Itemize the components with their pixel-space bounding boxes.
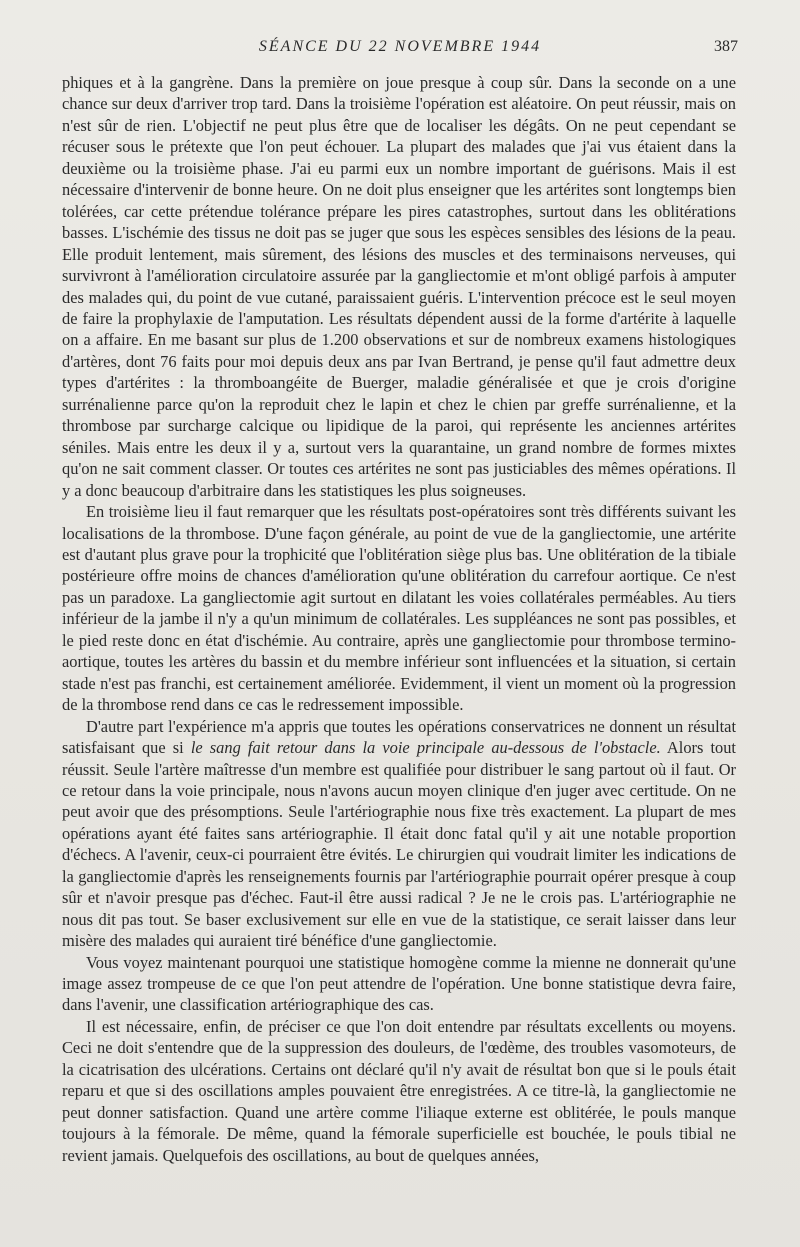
paragraph-3 [62, 716, 736, 952]
paragraph-3-start: D'autre part l'expérience m'a appris que toutes les opérations conservatrices ne donnent un résultat satisfaisant que si [62, 716, 736, 758]
page-number: 387 [714, 38, 738, 55]
paragraph-4: Vous voyez maintenant pourquoi une statistique homogène comme la mienne ne donnerait qu'une image assez trompeuse de ce que l'on peut attendre de l'opération. Une bonne statistique devra faire, dans l'avenir, une classification artériographique des cas. [62, 952, 736, 1015]
paragraph-5: Il est nécessaire, enfin, de préciser ce que l'on doit entendre par résultats excellents ou moyens. Ceci ne doit s'entendre que de la suppression des douleurs, de l'œdème, des troubles vasomoteurs, de la cicatrisation des ulcérations. Certains ont déclaré qu'il n'y avait de résultat bon que si le pouls était reparu et que si des oscillations amples pouvaient être enregistrées. A ce titre-là, la gangliectomie ne peut donner satisfaction. Quand une artère comme l'iliaque externe est oblitérée, le pouls manque toujours à la fémorale. De même, quand la fémorale superficielle est bouchée, le pouls tibial ne revient jamais. Quelquefois des oscillations, au bout de quelques années, [62, 1016, 736, 1165]
running-title: SÉANCE DU 22 NOVEMBRE 1944 [258, 38, 542, 55]
paragraph-1: phiques et à la gangrène. Dans la première on joue presque à coup sûr. Dans la seconde on a une chance sur deux d'arriver trop tard. Dans la troisième l'opération est aléatoire. On peut réussir, mais on n'est sûr de rien. L'objectif ne peut plus être que de localiser les dégâts. On ne peut cependant se récuser sous le prétexte que l'on peut échouer. La plupart des malades que j'ai vus étaient dans la deuxième ou la troisième phase. J'ai eu parmi eux un nombre important de guérisons. Mais il est nécessaire d'intervenir de bonne heure. On ne doit plus enseigner que les artérites sont longtemps bien tolérées, car cette prétendue tolérance prépare les pires catastrophes, surtout dans les oblitérations basses. L'ischémie des tissus ne doit pas se juger que sous les espèces sensibles des lésions de la peau. Elle produit lentement, mais sûrement, des lésions des muscles et des terminaisons nerveuses, qui survivront à l'amélioration circulatoire assurée par la gangliectomie et m'ont obligé parfois à amputer des malades qui, du point de vue cutané, paraissaient guéris. L'intervention précoce est le seul moyen de faire la prophylaxie de l'amputation. Les résultats dépendent aussi de la forme d'artérite à laquelle on a affaire. En me basant sur plus de 1.200 observations et sur de nombreux examens histologiques d'artères, dont 76 faits pour moi depuis deux ans par Ivan Bertrand, je pense qu'il faut admettre deux types d'artérites : la thromboangéite de Buerger, maladie généralisée et que je crois d'origine surrénalienne parce qu'on la reproduit chez le lapin et chez le chien par greffe surrénalienne, et la thrombose par surcharge calcique ou lipidique de la paroi, qui représente les anciennes artérites séniles. Mais entre les deux il y a, surtout vers la quarantaine, un grand nombre de formes mixtes qu'on ne sait comment classer. Or toutes ces artérites ne sont pas justiciables des mêmes opérations. Il y a donc beaucoup d'arbitraire dans les statistiques les plus soigneuses. [62, 73, 736, 500]
paragraph-2: En troisième lieu il faut remarquer que les résultats post-opératoires sont très différents suivant les localisations de la thrombose. D'une façon générale, au point de vue de la gangliectomie, une artérite est d'autant plus grave pour la trophicité que l'oblitération siège plus bas. Une oblitération de la tibiale postérieure offre moins de chances d'amélioration qu'une oblitération du carrefour aortique. Ce n'est pas un paradoxe. La gangliectomie agit surtout en dilatant les voies collatérales perméables. Au tiers inférieur de la jambe il n'y a qu'un minimum de collatérales. Les suppléances ne sont pas possibles, et le pied reste donc en état d'ischémie. Au contraire, après une gangliectomie pour thrombose termino-aortique, toutes les artères du bassin et du membre inférieur sont influencées et la situation, si certain stade n'est pas franchi, est certainement améliorée. Evidemment, il vient un moment où la progression de la thrombose rend dans ce cas le redressement impossible. [62, 502, 736, 715]
page-header [0, 38, 800, 62]
emphasized-phrase: le sang fait retour dans la voie principale au-dessous de l'obstacle. [190, 738, 661, 758]
body-text [62, 72, 736, 1166]
paragraph-3-end: Alors tout réussit. Seule l'artère maîtresse d'un membre est qualifiée pour distribuer le sang partout où il faut. Or ce retour dans la voie principale, nous n'avons aucun moyen clinique d'en juger avec certitude. On ne peut avoir que des présomptions. Seule l'artériographie nous fixe très exactement. La plupart de mes opérations ayant été faites sans artériographie. Il était donc fatal qu'il y ait une notable proportion d'échecs. A l'avenir, ceux-ci pourraient être évités. Le chirurgien qui voudrait limiter les indications de la gangliectomie d'après les renseignements fournis par l'artériographie pourrait opérer presque à coup sûr et n'avoir presque pas d'échec. Faut-il être aussi radical ? Je ne le crois pas. L'artériographie ne nous dit pas tout. Se baser exclusivement sur elle en vue de la statistique, ce serait laisser dans leur misère des malades qui auraient tiré bénéfice d'une gangliectomie. [62, 738, 736, 951]
